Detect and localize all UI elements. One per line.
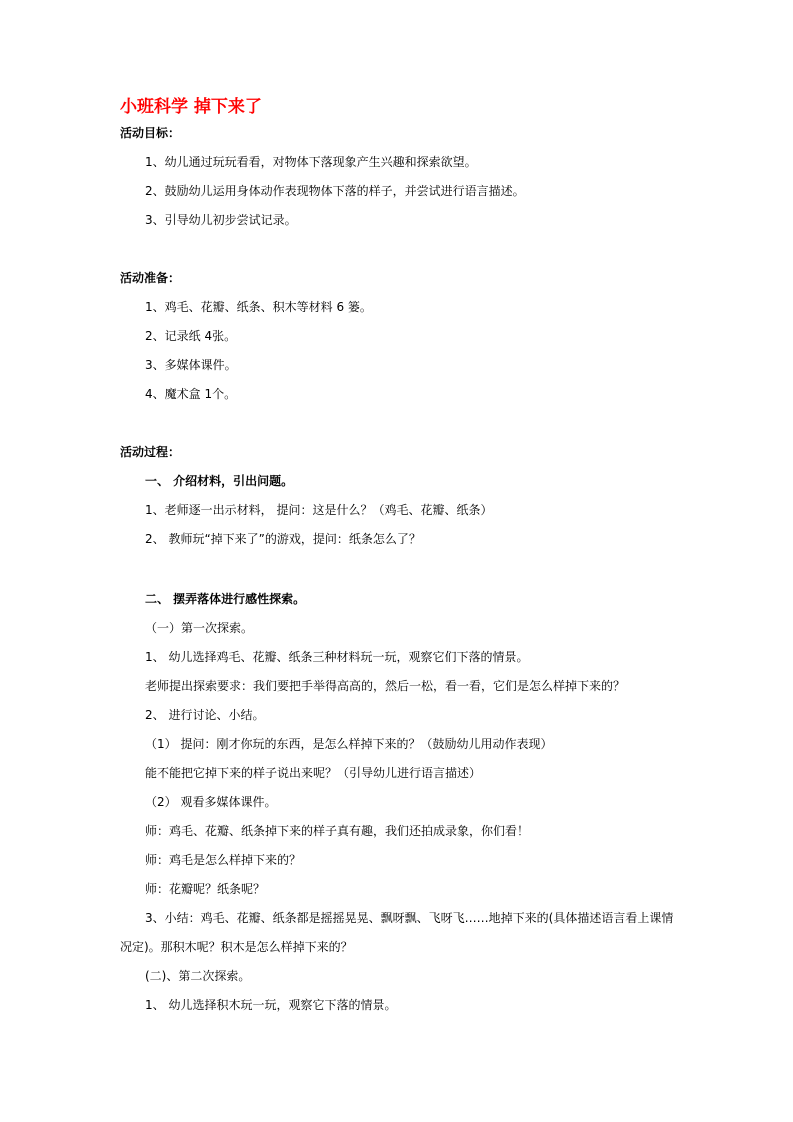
section2-line: 1、 幼儿选择鸡毛、花瓣、纸条三种材料玩一玩，观察它们下落的情景。 bbox=[145, 650, 529, 664]
section2-line: 3、小结：鸡毛、花瓣、纸条都是摇摇晃晃、飘呀飘、飞呀飞……地掉下来的(具体描述语言看上课情 bbox=[145, 911, 674, 925]
section1-item: 2、 教师玩“掉下来了”的游戏，提问：纸条怎么了？ bbox=[145, 532, 421, 546]
goal-item: 2、鼓励幼儿运用身体动作表现物体下落的样子，并尝试进行语言描述。 bbox=[145, 184, 525, 198]
section2-line: 老师提出探索要求：我们要把手举得高高的，然后一松，看一看，它们是怎么样掉下来的？ bbox=[145, 679, 626, 693]
section2-line: 况定)。那积木呢？积木是怎么样掉下来的？ bbox=[120, 940, 353, 954]
section2-line: （1） 提问：刚才你玩的东西，是怎么样掉下来的？（鼓励幼儿用动作表现） bbox=[145, 737, 553, 751]
section2-line: 师：鸡毛是怎么样掉下来的？ bbox=[145, 853, 302, 867]
section1-heading: 一、 介绍材料，引出问题。 bbox=[145, 474, 294, 488]
document-title: 小班科学 掉下来了 bbox=[120, 97, 262, 117]
section2-line: 师：鸡毛、花瓣、纸条掉下来的样子真有趣，我们还拍成录象，你们看！ bbox=[145, 824, 530, 838]
section2-line: 师：花瓣呢？纸条呢？ bbox=[145, 882, 266, 896]
section1-item: 1、老师逐一出示材料， 提问：这是什么？（鸡毛、花瓣、纸条） bbox=[145, 503, 493, 517]
section2-heading: 二、 摆弄落体进行感性探索。 bbox=[145, 592, 306, 606]
preparation-item: 3、多媒体课件。 bbox=[145, 358, 237, 372]
preparation-item: 1、鸡毛、花瓣、纸条、积木等材料 6 篓。 bbox=[145, 300, 372, 314]
goal-item: 3、引导幼儿初步尝试记录。 bbox=[145, 213, 297, 227]
preparation-heading: 活动准备： bbox=[120, 271, 181, 285]
section2-line: 1、 幼儿选择积木玩一玩，观察它下落的情景。 bbox=[145, 998, 397, 1012]
preparation-item: 2、记录纸 4张。 bbox=[145, 329, 237, 343]
section2-line: 2、 进行讨论、小结。 bbox=[145, 708, 265, 722]
preparation-item: 4、魔术盒 1个。 bbox=[145, 387, 237, 401]
goal-item: 1、幼儿通过玩玩看看，对物体下落现象产生兴趣和探索欲望。 bbox=[145, 155, 477, 169]
section2-line: 能不能把它掉下来的样子说出来呢？（引导幼儿进行语言描述） bbox=[145, 766, 482, 780]
process-heading: 活动过程： bbox=[120, 445, 181, 459]
section2-line: (二)、第二次探索。 bbox=[145, 969, 251, 983]
goals-heading: 活动目标： bbox=[120, 126, 181, 140]
section2-line: （2） 观看多媒体课件。 bbox=[145, 795, 277, 809]
section2-line: （一）第一次探索。 bbox=[145, 621, 254, 635]
